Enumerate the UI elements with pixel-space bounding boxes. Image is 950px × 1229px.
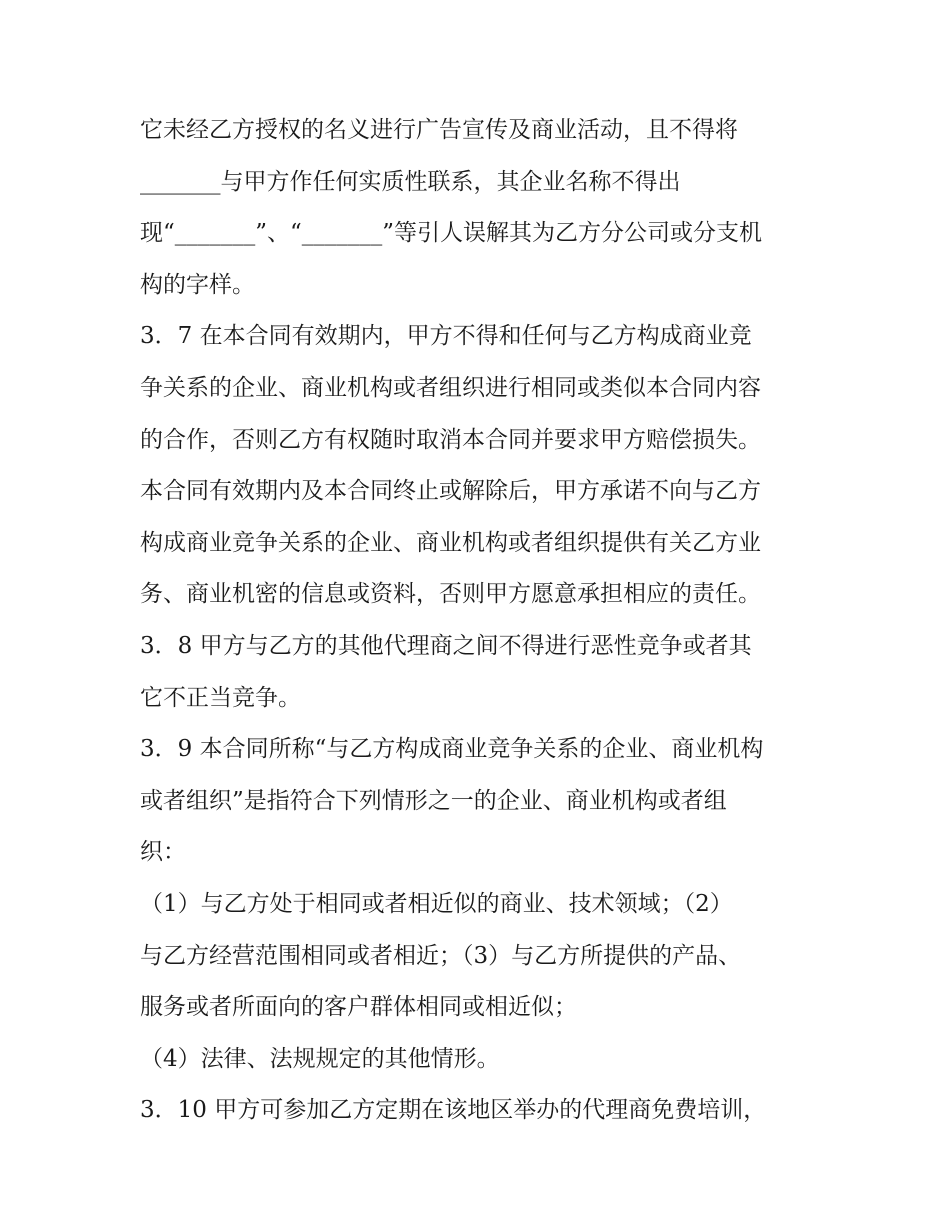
clause-3-8-start: 3．8 甲方与乙方的其他代理商之间不得进行恶性竞争或者其 [140,632,752,659]
clause-3-7-start: 3．7 在本合同有效期内，甲方不得和任何与乙方构成商业竞 [140,323,752,350]
text-line: 织： [140,839,186,866]
clause-3-9-start: 3．9 本合同所称“与乙方构成商业竞争关系的企业、商业机构 [140,736,764,763]
text-line: 本合同有效期内及本合同终止或解除后，甲方承诺不向与乙方 [140,478,761,505]
document-page [140,105,830,1137]
text-line: 现“_______”、“_______”等引人误解其为乙方分公司或分支机 [140,220,763,247]
list-item: 与乙方经营范围相同或者相近；（3）与乙方所提供的产品、 [140,942,742,969]
text-line: 服务或者所面向的客户群体相同或相近似； [140,994,577,1021]
list-item: （1）与乙方处于相同或者相近似的商业、技术领域；（2） [140,890,733,917]
text-line: 它未经乙方授权的名义进行广告宣传及商业活动，且不得将 [140,117,738,143]
text-line: 它不正当竞争。 [140,684,301,711]
text-line: 争关系的企业、商业机构或者组织进行相同或类似本合同内容 [140,374,761,401]
clause-3-10-start: 3．10 甲方可参加乙方定期在该地区举办的代理商免费培训， [140,1097,767,1124]
text-line: 构的字样。 [140,271,255,298]
text-line: 构成商业竞争关系的企业、商业机构或者组织提供有关乙方业 [140,529,761,556]
text-line: 或者组织”是指符合下列情形之一的企业、商业机构或者组 [140,787,727,814]
text-line: 的合作，否则乙方有权随时取消本合同并要求甲方赔偿损失。 [140,426,761,453]
text-line: _______与甲方作任何实质性联系，其企业名称不得出 [140,168,681,195]
list-item: （4）法律、法规规定的其他情形。 [140,1045,500,1072]
text-line: 务、商业机密的信息或资料，否则甲方愿意承担相应的责任。 [140,581,761,608]
